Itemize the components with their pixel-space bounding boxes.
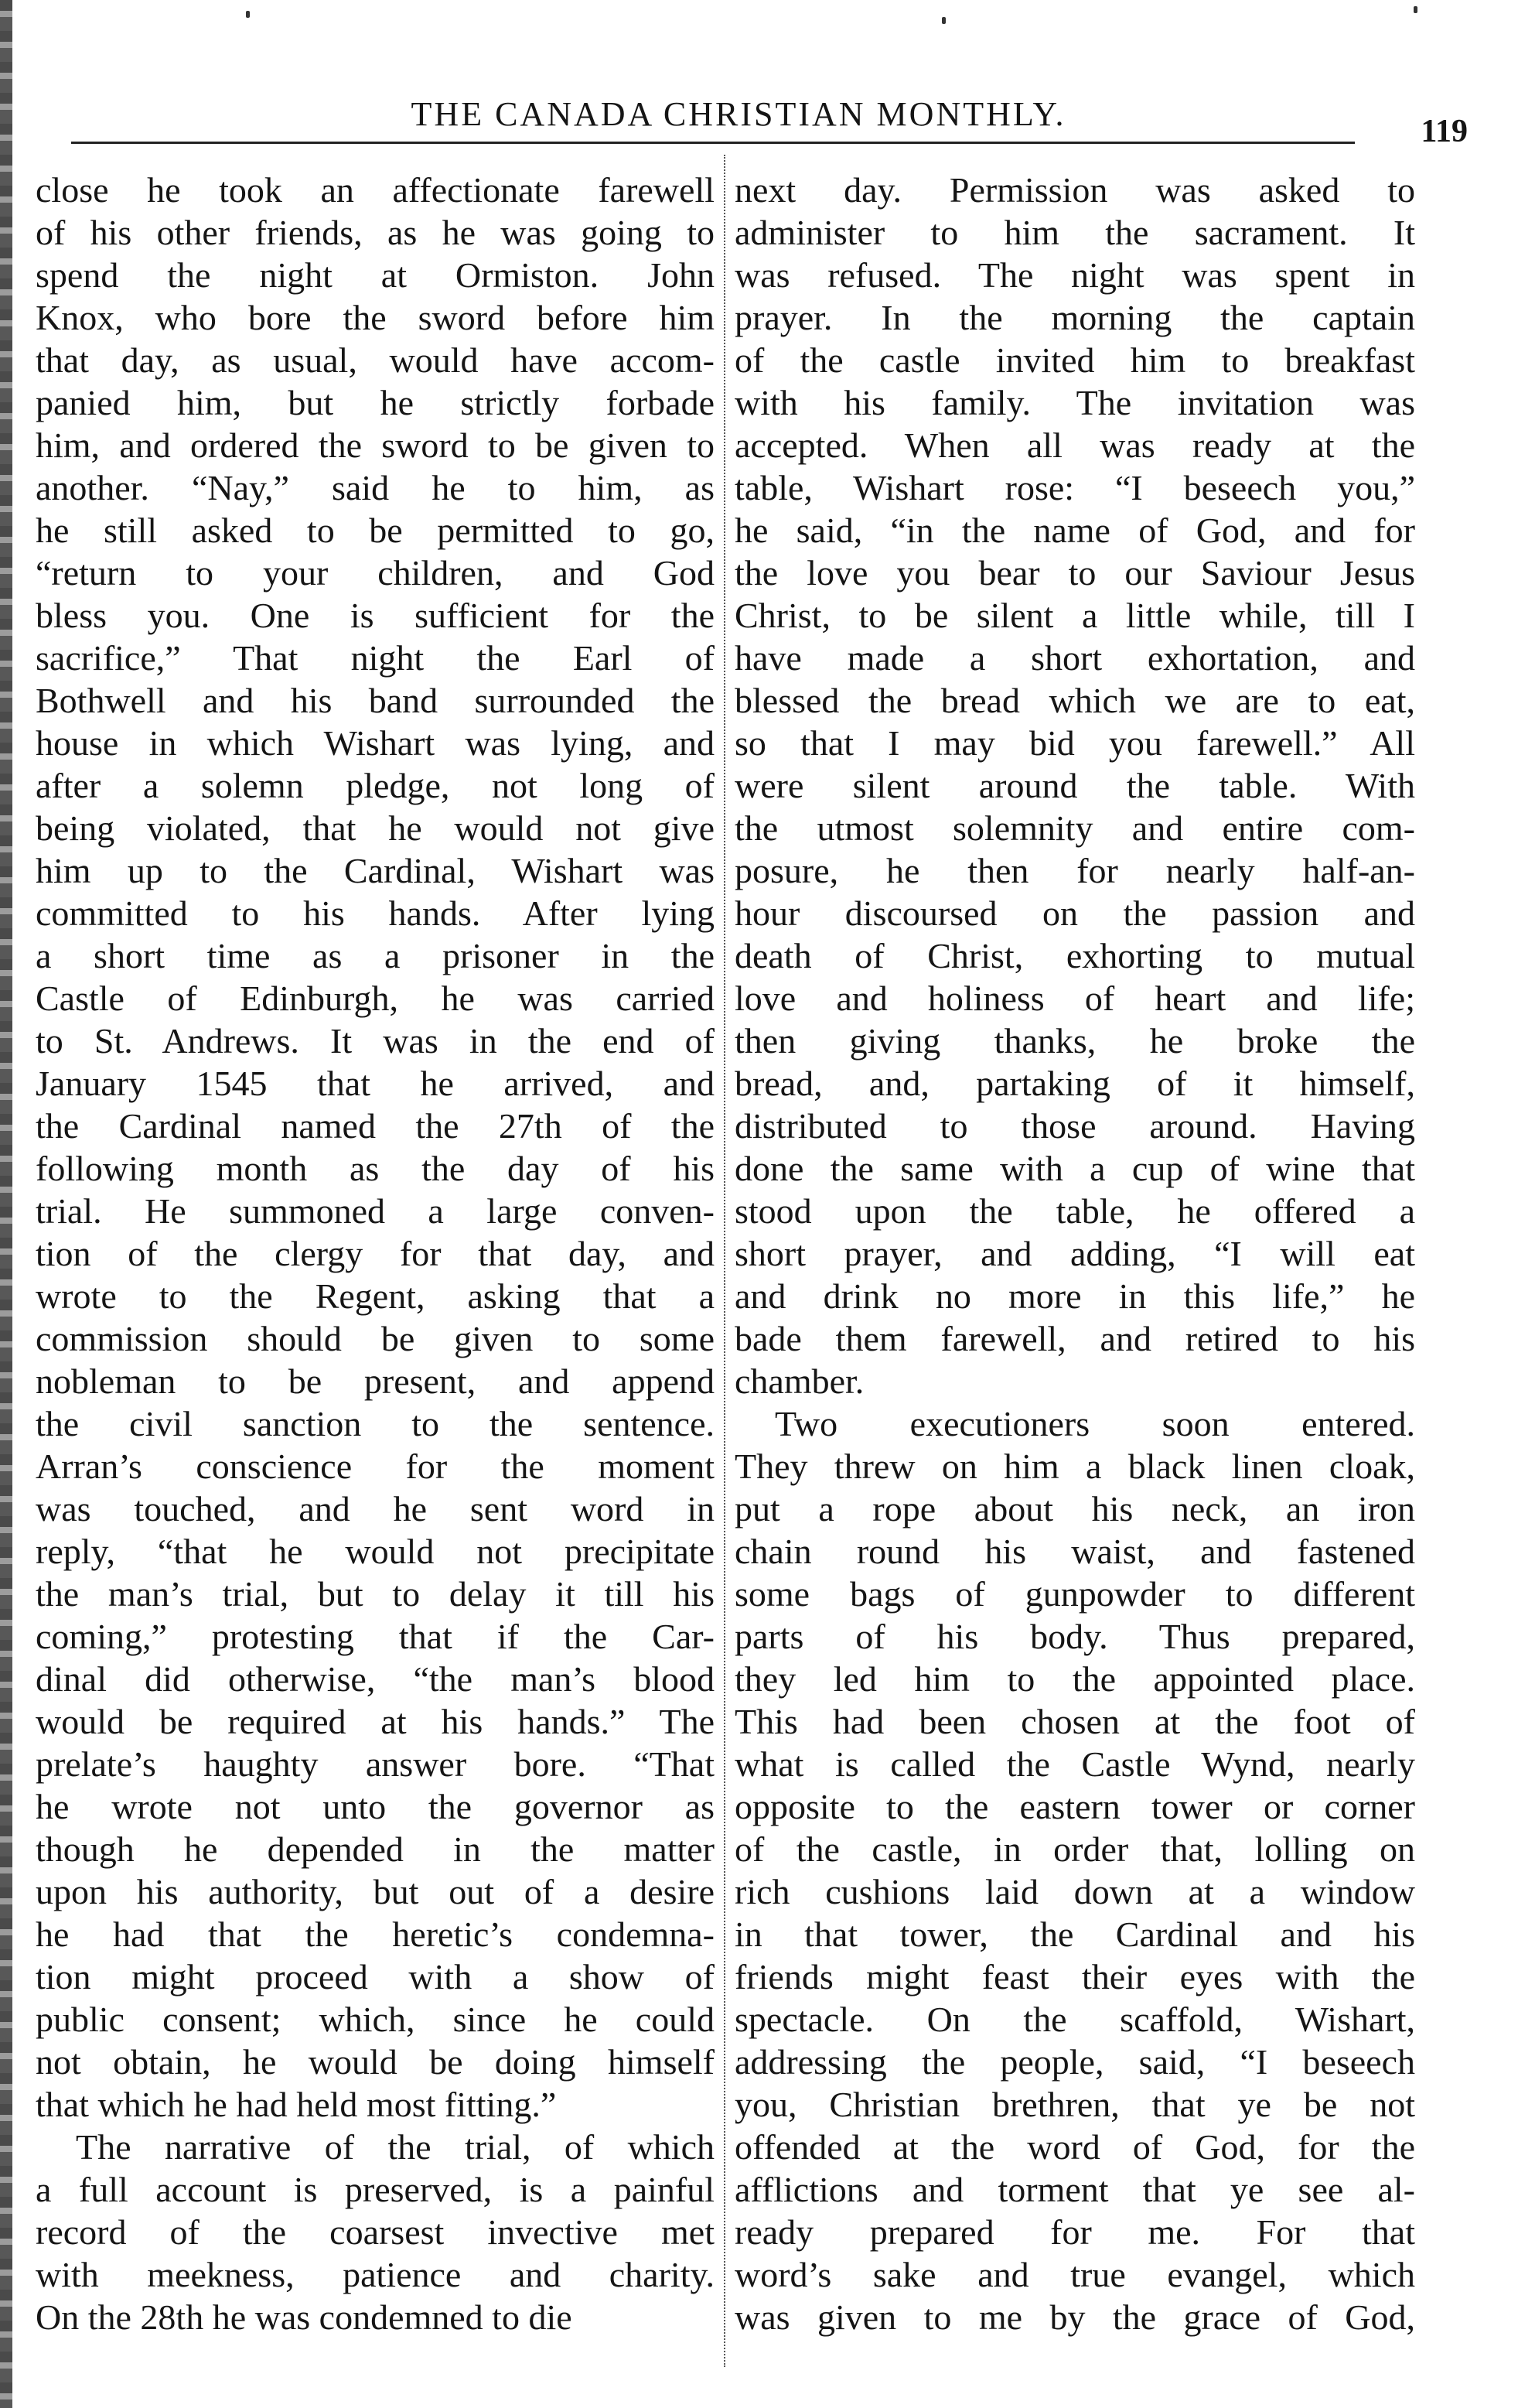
- text-line: so that I may bid you farewell.” All: [735, 723, 1415, 763]
- text-line: a short time as a prisoner in the: [36, 936, 715, 975]
- text-line: Arran’s conscience for the moment: [36, 1447, 715, 1486]
- text-line: with his family. The invitation was: [735, 383, 1415, 422]
- text-line: that which he had held most fitting.”: [36, 2085, 557, 2124]
- text-line: then giving thanks, he broke the: [735, 1021, 1415, 1061]
- text-line: the man’s trial, but to delay it till his: [36, 1574, 715, 1614]
- text-line: him up to the Cardinal, Wishart was: [36, 851, 715, 890]
- text-line: They threw on him a black linen cloak,: [735, 1447, 1415, 1486]
- text-line: reply, “that he would not precipitate: [36, 1532, 715, 1571]
- text-line: administer to him the sacrament. It: [735, 213, 1415, 252]
- text-line: ready prepared for me. For that: [735, 2212, 1415, 2252]
- text-line: parts of his body. Thus prepared,: [735, 1617, 1415, 1656]
- text-line: a full account is preserved, is a painful: [36, 2170, 715, 2209]
- text-line: being violated, that he would not give: [36, 808, 715, 848]
- text-line: Christ, to be silent a little while, till I: [735, 596, 1415, 635]
- text-line: the utmost solemnity and entire com-: [735, 808, 1415, 848]
- text-line: Two executioners soon entered.: [775, 1404, 1415, 1443]
- text-line: coming,” protesting that if the Car-: [36, 1617, 715, 1656]
- text-line: commission should be given to some: [36, 1319, 715, 1358]
- text-line: nobleman to be present, and append: [36, 1361, 715, 1401]
- text-line: This had been chosen at the foot of: [735, 1702, 1415, 1741]
- text-line: tion of the clergy for that day, and: [36, 1234, 715, 1273]
- text-line: in that tower, the Cardinal and his: [735, 1914, 1415, 1954]
- right-column: [735, 169, 1415, 2365]
- text-line: of the castle, in order that, lolling on: [735, 1829, 1415, 1869]
- text-line: table, Wishart rose: “I beseech you,”: [735, 468, 1415, 507]
- text-line: not obtain, he would be doing himself: [36, 2042, 715, 2082]
- print-speck: [1414, 6, 1417, 13]
- text-line: rich cushions laid down at a window: [735, 1872, 1415, 1911]
- text-line: trial. He summoned a large conven-: [36, 1191, 715, 1231]
- text-line: “return to your children, and God: [36, 553, 715, 593]
- text-line: was refused. The night was spent in: [735, 255, 1415, 295]
- page-number: 119: [1421, 114, 1468, 149]
- text-line: the civil sanction to the sentence.: [36, 1404, 715, 1443]
- text-line: following month as the day of his: [36, 1149, 715, 1188]
- text-line: with meekness, patience and charity.: [36, 2255, 715, 2294]
- text-line: chamber.: [735, 1361, 865, 1401]
- text-line: bade them farewell, and retired to his: [735, 1319, 1415, 1358]
- running-header: THE CANADA CHRISTIAN MONTHLY.: [411, 95, 1066, 133]
- text-line: death of Christ, exhorting to mutual: [735, 936, 1415, 975]
- text-line: opposite to the eastern tower or corner: [735, 1787, 1415, 1826]
- text-line: distributed to those around. Having: [735, 1106, 1415, 1146]
- text-line: committed to his hands. After lying: [36, 893, 715, 933]
- text-line: sacrifice,” That night the Earl of: [36, 638, 715, 678]
- text-line: Knox, who bore the sword before him: [36, 298, 715, 337]
- text-line: that day, as usual, would have accom-: [36, 340, 715, 380]
- text-line: short prayer, and adding, “I will eat: [735, 1234, 1415, 1273]
- text-line: afflictions and torment that ye see al-: [735, 2170, 1415, 2209]
- left-column: [36, 169, 715, 2365]
- text-line: tion might proceed with a show of: [36, 1957, 715, 1996]
- text-line: the love you bear to our Saviour Jesus: [735, 553, 1415, 593]
- text-line: close he took an affectionate farewell: [36, 170, 715, 210]
- text-line: of the castle invited him to breakfast: [735, 340, 1415, 380]
- header-rule: [71, 142, 1355, 144]
- text-line: he said, “in the name of God, and for: [735, 511, 1415, 550]
- text-line: wrote to the Regent, asking that a: [36, 1276, 715, 1316]
- print-speck: [246, 11, 250, 18]
- text-line: he had that the heretic’s condemna-: [36, 1914, 715, 1954]
- text-line: was given to me by the grace of God,: [735, 2297, 1415, 2337]
- text-line: you, Christian brethren, that ye be not: [735, 2085, 1415, 2124]
- text-line: posure, he then for nearly half-an-: [735, 851, 1415, 890]
- text-line: offended at the word of God, for the: [735, 2127, 1415, 2167]
- text-line: January 1545 that he arrived, and: [36, 1064, 715, 1103]
- text-line: spectacle. On the scaffold, Wishart,: [735, 2000, 1415, 2039]
- text-line: would be required at his hands.” The: [36, 1702, 715, 1741]
- text-line: prayer. In the morning the captain: [735, 298, 1415, 337]
- text-line: another. “Nay,” said he to him, as: [36, 468, 715, 507]
- column-divider: [724, 155, 725, 2367]
- text-line: after a solemn pledge, not long of: [36, 766, 715, 805]
- text-line: friends might feast their eyes with the: [735, 1957, 1415, 1996]
- text-line: some bags of gunpowder to different: [735, 1574, 1415, 1614]
- text-line: Bothwell and his band surrounded the: [36, 681, 715, 720]
- text-line: bless you. One is sufficient for the: [36, 596, 715, 635]
- text-line: bread, and, partaking of it himself,: [735, 1064, 1415, 1103]
- text-line: he still asked to be permitted to go,: [36, 511, 715, 550]
- text-line: the Cardinal named the 27th of the: [36, 1106, 715, 1146]
- text-line: next day. Permission was asked to: [735, 170, 1415, 210]
- text-line: put a rope about his neck, an iron: [735, 1489, 1415, 1528]
- print-speck: [942, 17, 946, 24]
- text-line: to St. Andrews. It was in the end of: [36, 1021, 715, 1061]
- text-line: of his other friends, as he was going to: [36, 213, 715, 252]
- text-line: and drink no more in this life,” he: [735, 1276, 1415, 1316]
- text-line: word’s sake and true evangel, which: [735, 2255, 1415, 2294]
- text-line: On the 28th he was condemned to die: [36, 2297, 572, 2337]
- text-line: panied him, but he strictly forbade: [36, 383, 715, 422]
- text-line: upon his authority, but out of a desire: [36, 1872, 715, 1911]
- text-line: public consent; which, since he could: [36, 2000, 715, 2039]
- text-line: accepted. When all was ready at the: [735, 425, 1415, 465]
- text-line: though he depended in the matter: [36, 1829, 715, 1869]
- text-line: hour discoursed on the passion and: [735, 893, 1415, 933]
- text-line: The narrative of the trial, of which: [76, 2127, 715, 2167]
- text-line: were silent around the table. With: [735, 766, 1415, 805]
- text-line: what is called the Castle Wynd, nearly: [735, 1744, 1415, 1784]
- text-line: blessed the bread which we are to eat,: [735, 681, 1415, 720]
- text-line: they led him to the appointed place.: [735, 1659, 1415, 1699]
- text-line: dinal did otherwise, “the man’s blood: [36, 1659, 715, 1699]
- text-line: record of the coarsest invective met: [36, 2212, 715, 2252]
- text-line: love and holiness of heart and life;: [735, 979, 1415, 1018]
- text-line: prelate’s haughty answer bore. “That: [36, 1744, 715, 1784]
- text-line: house in which Wishart was lying, and: [36, 723, 715, 763]
- text-line: Castle of Edinburgh, he was carried: [36, 979, 715, 1018]
- text-line: addressing the people, said, “I beseech: [735, 2042, 1415, 2082]
- text-line: have made a short exhortation, and: [735, 638, 1415, 678]
- text-line: spend the night at Ormiston. John: [36, 255, 715, 295]
- text-line: him, and ordered the sword to be given to: [36, 425, 715, 465]
- text-line: was touched, and he sent word in: [36, 1489, 715, 1528]
- binding-edge: [0, 0, 12, 2408]
- text-line: done the same with a cup of wine that: [735, 1149, 1415, 1188]
- text-line: stood upon the table, he offered a: [735, 1191, 1415, 1231]
- text-line: he wrote not unto the governor as: [36, 1787, 715, 1826]
- text-line: chain round his waist, and fastened: [735, 1532, 1415, 1571]
